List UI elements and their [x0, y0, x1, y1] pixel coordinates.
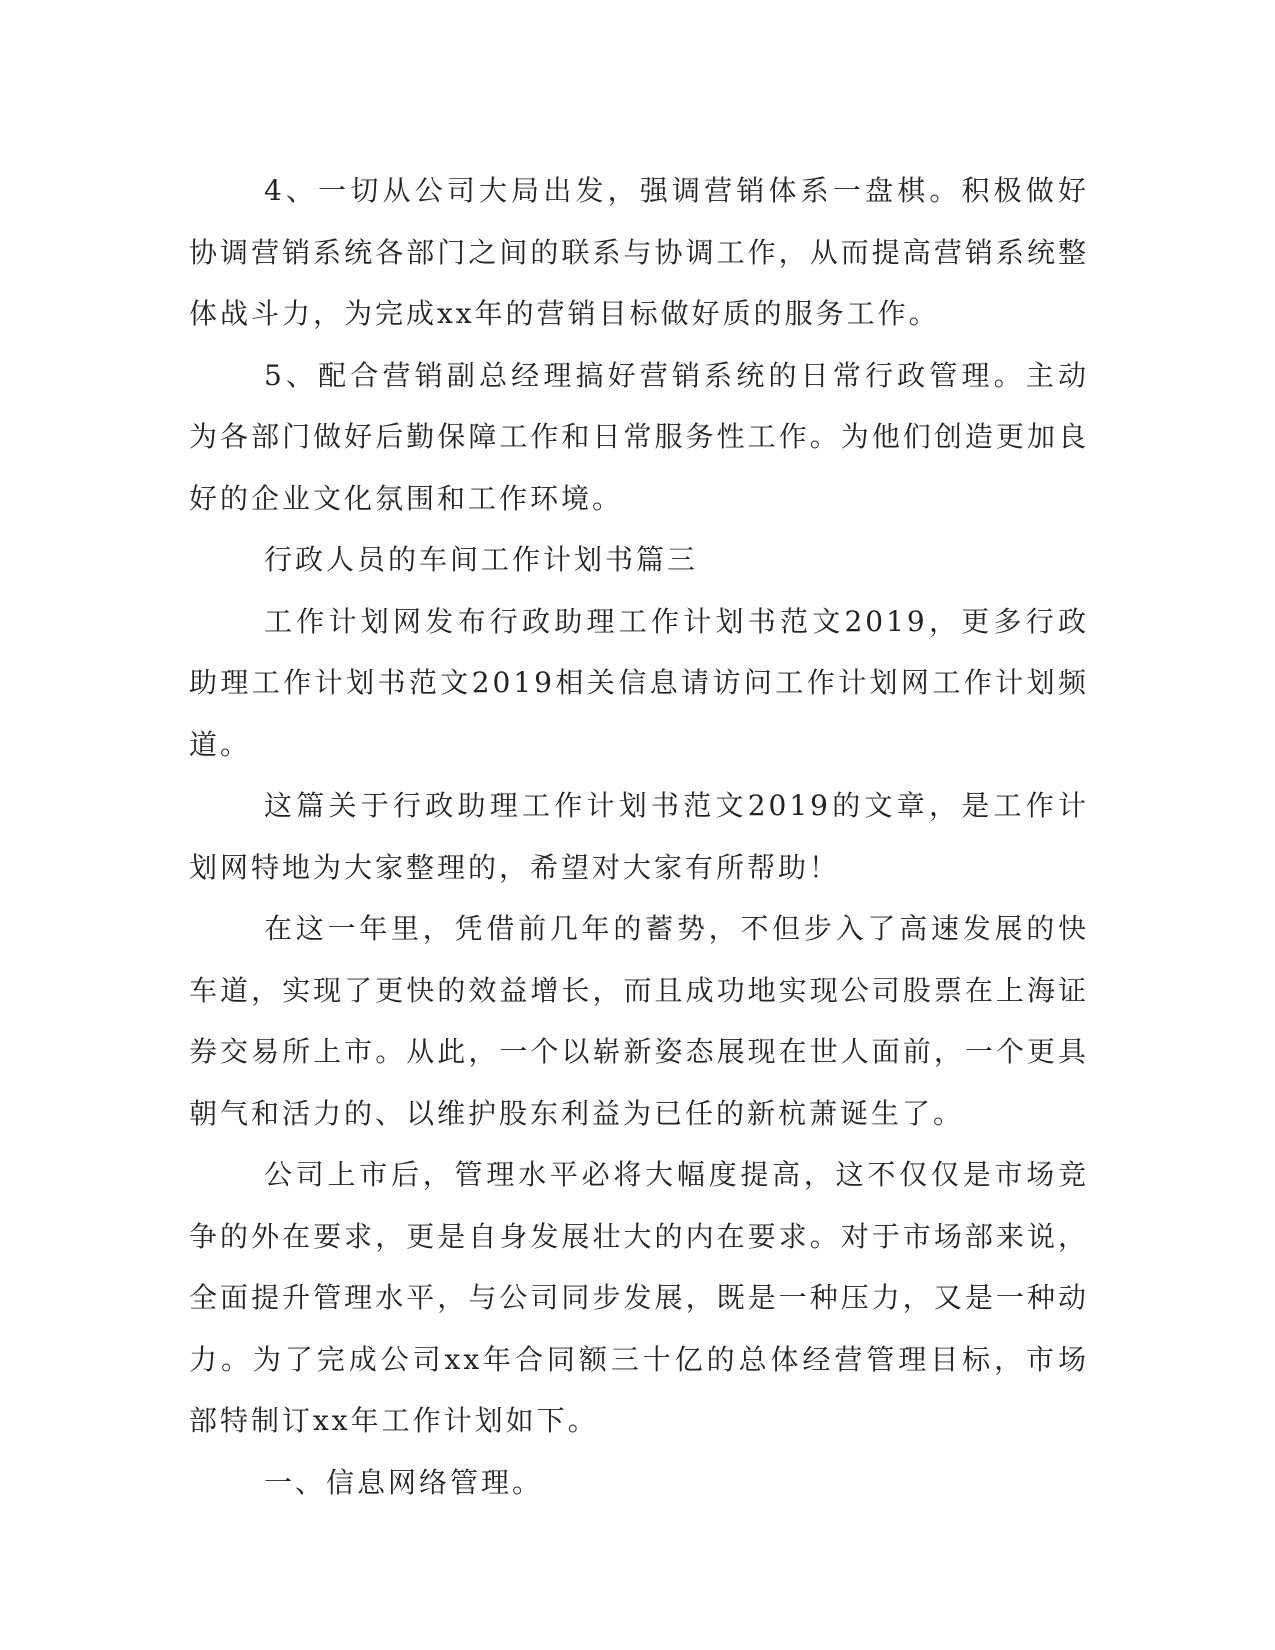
paragraph-year-review: 在这一年里，凭借前几年的蓄势，不但步入了高速发展的快车道，实现了更快的效益增长，而且成功地实现公司股票在上海证券交易所上市。从此，一个以崭新姿态展现在世人面前，一个更具朝气和活力的、以维护股东利益为已任的新杭萧诞生了。	[189, 912, 1089, 1130]
paragraph-item-4: 4、一切从公司大局出发，强调营销体系一盘棋。积极做好协调营销系统各部门之间的联系与协调工作，从而提高营销系统整体战斗力，为完成xx年的营销目标做好质的服务工作。	[189, 174, 1089, 330]
section-heading: 行政人员的车间工作计划书篇三	[264, 543, 699, 576]
document-body	[189, 160, 1089, 1513]
paragraph-intro: 工作计划网发布行政助理工作计划书范文2019，更多行政助理工作计划书范文2019相关信息请访问工作计划网工作计划频道。	[189, 604, 1089, 761]
subheading-info-network: 一、信息网络管理。	[264, 1465, 544, 1499]
paragraph-note: 这篇关于行政助理工作计划书范文2019的文章，是工作计划网特地为大家整理的，希望对大家有所帮助！	[189, 789, 1089, 884]
paragraph-management: 公司上市后，管理水平必将大幅度提高，这不仅仅是市场竞争的外在要求，更是自身发展壮大的内在要求。对于市场部来说，全面提升管理水平，与公司同步发展，既是一种压力，又是一种动力。为了完成公司xx年合同额三十亿的总体经营管理目标，市场部特制订xx年工作计划如下。	[189, 1158, 1089, 1437]
paragraph-item-5: 5、配合营销副总经理搞好营销系统的日常行政管理。主动为各部门做好后勤保障工作和日常服务性工作。为他们创造更加良好的企业文化氛围和工作环境。	[189, 358, 1089, 515]
